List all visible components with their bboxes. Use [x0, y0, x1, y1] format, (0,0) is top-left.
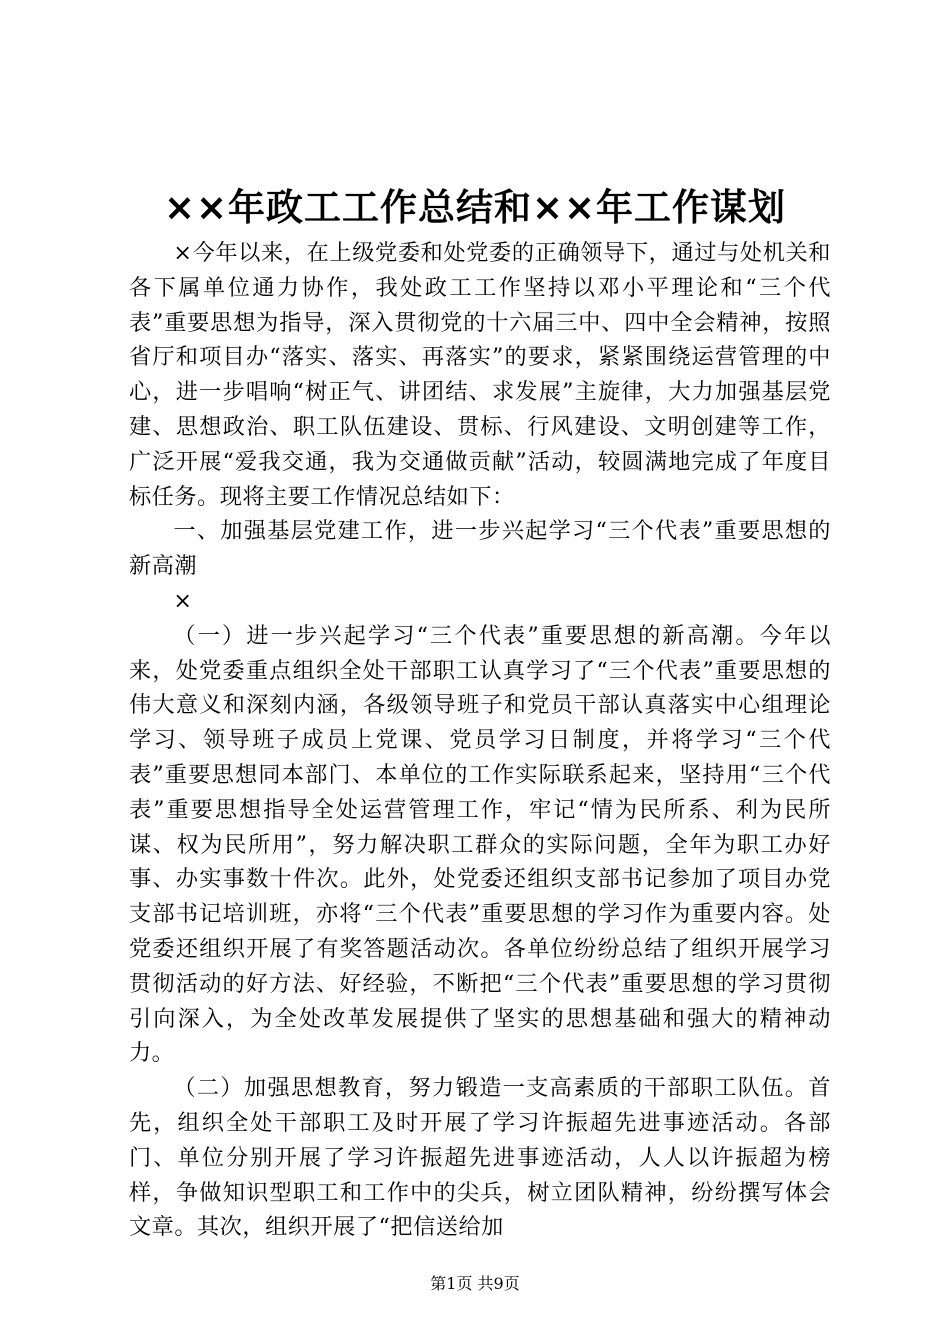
stray-mark: ×: [173, 587, 193, 614]
intro-paragraph: ×今年以来，在上级党委和处党委的正确领导下，通过与处机关和各下属单位通力协作，我处政工工作坚持以邓小平理论和“三个代表”重要思想为指导，深入贯彻党的十六届三中、四中全会精神，按照省厅和项目办“落实、落实、再落实”的要求，紧紧围绕运营管理的中心，进一步唱响“树正气、讲团结、求发展”主旋律，大力加强基层党建、思想政治、职工队伍建设、贯标、行风建设、文明创建等工作，广泛开展“爱我交通，我为交通做贡献”活动，较圆满地完成了年度目标任务。现将主要工作情况总结如下：: [129, 240, 831, 510]
subsection-paragraph-2: （二）加强思想教育，努力锻造一支高素质的干部职工队伍。首先，组织全处干部职工及时开展了学习许振超先进事迹活动。各部门、单位分别开展了学习许振超先进事迹活动，人人以许振超为榜样，争做知识型职工和工作中的尖兵，树立团队精神，纷纷撰写体会文章。其次，组织开展了“把信送给加: [129, 1075, 831, 1241]
page-number-footer: 第1页 共9页: [430, 1274, 520, 1293]
subsection-paragraph-1: （一）进一步兴起学习“三个代表”重要思想的新高潮。今年以来，处党委重点组织全处干部职工认真学习了“三个代表”重要思想的伟大意义和深刻内涵，各级领导班子和党员干部认真落实中心组理论学习、领导班子成员上党课、党员学习日制度，并将学习“三个代表”重要思想同本部门、本单位的工作实际联系起来，坚持用“三个代表”重要思想指导全处运营管理工作，牢记“情为民所系、利为民所谋、权为民所用”，努力解决职工群众的实际问题，全年为职工办好事、办实事数十件次。此外，处党委还组织支部书记参加了项目办党支部书记培训班，亦将“三个代表”重要思想的学习作为重要内容。处党委还组织开展了有奖答题活动次。各单位纷纷总结了组织开展学习贯彻活动的好方法、好经验，不断把“三个代表”重要思想的学习贯彻引向深入，为全处改革发展提供了坚实的思想基础和强大的精神动力。: [129, 622, 831, 1067]
document-body: [129, 236, 831, 1245]
section-heading-1: 一、加强基层党建工作，进一步兴起学习“三个代表”重要思想的新高潮: [129, 518, 831, 580]
document-title: ××年政工工作总结和××年工作谋划: [163, 186, 786, 229]
